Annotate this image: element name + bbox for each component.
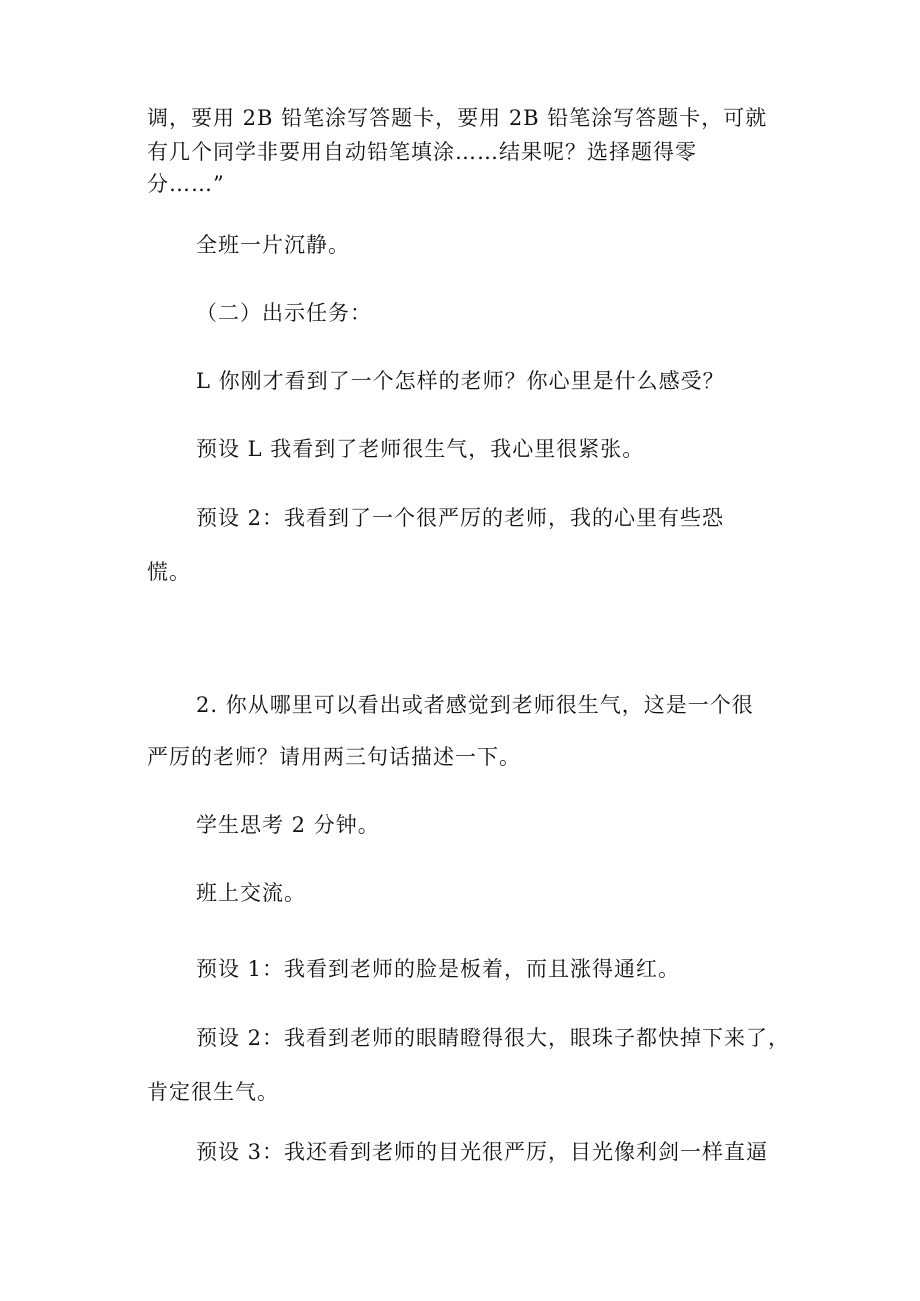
text-line: 分……”	[147, 172, 225, 196]
text-line: 肯定很生气。	[147, 1080, 279, 1104]
text-line: 预设 1：我看到老师的脸是板着，而且涨得通红。	[196, 957, 681, 981]
section-heading: （二）出示任务：	[196, 301, 372, 325]
text-line: 班上交流。	[196, 881, 306, 905]
text-line: 预设 2：我看到了一个很严厉的老师，我的心里有些恐	[196, 506, 725, 530]
text-line: 有几个同学非要用自动铅笔填涂……结果呢？选择题得零	[147, 140, 697, 164]
text-line: 调，要用 2B 铅笔涂写答题卡，要用 2B 铅笔涂写答题卡，可就	[147, 106, 768, 130]
text-line: 预设 2：我看到老师的眼睛瞪得很大，眼珠子都快掉下来了，	[196, 1026, 791, 1050]
text-line: 严厉的老师？请用两三句话描述一下。	[147, 745, 521, 769]
text-line: 预设 3：我还看到老师的目光很严厉，目光像利剑一样直逼	[196, 1140, 769, 1164]
text-line: 预设 L 我看到了老师很生气，我心里很紧张。	[196, 437, 645, 461]
text-line: L 你刚才看到了一个怎样的老师？你心里是什么感受？	[196, 369, 725, 393]
text-line: 学生思考 2 分钟。	[196, 813, 380, 837]
text-line: 2. 你从哪里可以看出或者感觉到老师很生气，这是一个很	[196, 693, 754, 717]
text-line: 全班一片沉静。	[196, 233, 350, 257]
text-line: 慌。	[147, 560, 191, 584]
